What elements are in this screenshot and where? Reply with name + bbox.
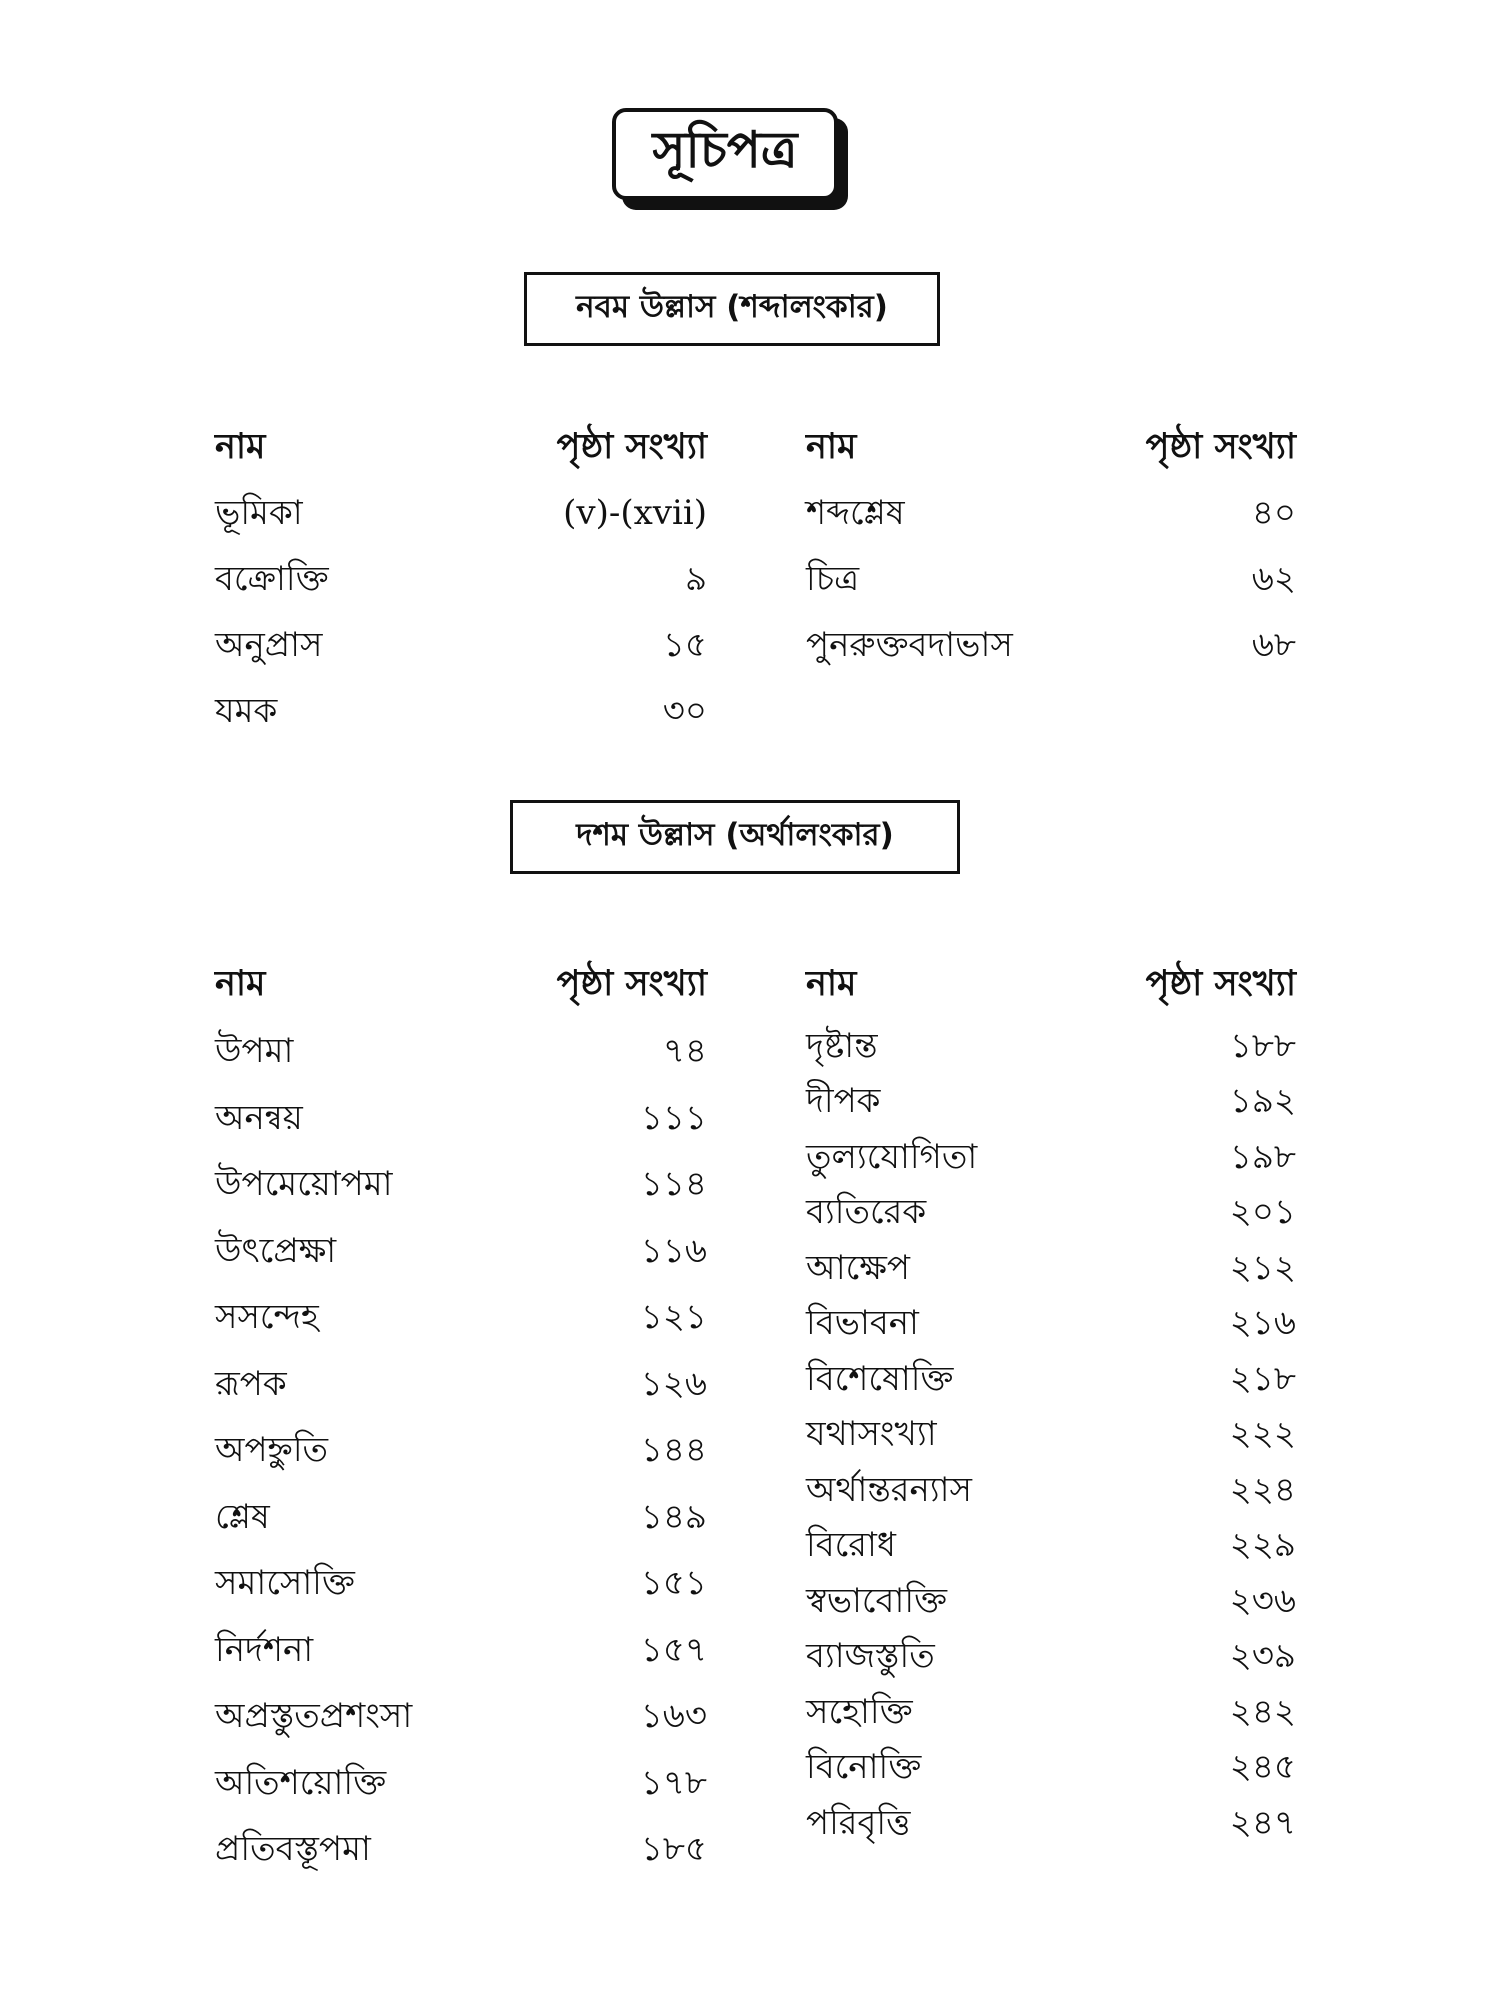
entry-name: প্রতিবস্তূপমা bbox=[215, 1829, 371, 1870]
entry-page: ১৯২ bbox=[1229, 1081, 1296, 1122]
toc-entry[interactable] bbox=[806, 1629, 1296, 1685]
entry-name: তুল্যযোগিতা bbox=[806, 1136, 978, 1177]
column-header bbox=[215, 414, 707, 480]
entry-name: উপমেয়োপমা bbox=[215, 1164, 393, 1205]
entry-name: পরিবৃত্তি bbox=[806, 1802, 911, 1843]
toc-entry[interactable] bbox=[806, 1462, 1296, 1518]
entry-name: বিরোধ bbox=[806, 1525, 896, 1566]
entry-name: অনন্বয় bbox=[215, 1097, 303, 1138]
entry-name: শ্লেষ bbox=[215, 1496, 270, 1537]
entry-name: উপমা bbox=[215, 1031, 294, 1072]
toc-entry[interactable] bbox=[806, 1351, 1296, 1407]
toc-entry[interactable] bbox=[215, 1085, 707, 1152]
name-header: নাম bbox=[806, 964, 857, 1004]
entry-page: ১৪৯ bbox=[640, 1496, 707, 1537]
toc-entry[interactable] bbox=[806, 1074, 1296, 1130]
page-header: পৃষ্ঠা সংখ্যা bbox=[1145, 964, 1296, 1004]
toc-entry[interactable] bbox=[215, 1683, 707, 1750]
entry-name: ব্যতিরেক bbox=[806, 1192, 927, 1233]
toc-entry[interactable] bbox=[806, 1518, 1296, 1574]
toc-entry[interactable] bbox=[215, 546, 707, 612]
toc-entry[interactable] bbox=[215, 1284, 707, 1351]
entry-page: (v)-(xvii) bbox=[563, 493, 707, 533]
toc-entry[interactable] bbox=[215, 678, 707, 744]
entry-page: ২২৪ bbox=[1229, 1469, 1296, 1510]
toc-entry[interactable] bbox=[215, 1018, 707, 1085]
entry-name: অপহ্নুতি bbox=[215, 1430, 329, 1471]
column-header bbox=[806, 950, 1296, 1018]
entry-name: যমক bbox=[215, 691, 278, 731]
entry-name: অনুপ্রাস bbox=[215, 625, 323, 665]
toc-entry[interactable] bbox=[806, 1296, 1296, 1352]
section-heading-arthalankar: দশম উল্লাস (অর্থালংকার) bbox=[510, 800, 960, 874]
toc-entry[interactable] bbox=[806, 612, 1296, 678]
entry-page: ৯ bbox=[684, 559, 707, 599]
toc-entry[interactable] bbox=[215, 1417, 707, 1484]
entry-page: ৬২ bbox=[1251, 559, 1296, 599]
entry-page: ২২২ bbox=[1229, 1414, 1296, 1455]
entry-name: ভূমিকা bbox=[215, 493, 303, 533]
entry-page: ২৪২ bbox=[1229, 1691, 1296, 1732]
entry-page: ২৩৯ bbox=[1229, 1636, 1296, 1677]
entry-name: স্বভাবোক্তি bbox=[806, 1580, 948, 1621]
entry-name: বিনোক্তি bbox=[806, 1747, 922, 1788]
entry-name: ব্যাজস্তুতি bbox=[806, 1636, 935, 1677]
entry-page: ২১৮ bbox=[1229, 1358, 1296, 1399]
page-header: পৃষ্ঠা সংখ্যা bbox=[556, 427, 707, 467]
entry-name: বিশেষোক্তি bbox=[806, 1358, 954, 1399]
toc-entry[interactable] bbox=[806, 1129, 1296, 1185]
toc-entry[interactable] bbox=[806, 1185, 1296, 1241]
entry-page: ১১৪ bbox=[640, 1164, 707, 1205]
entry-page: ১৫ bbox=[662, 625, 707, 665]
name-header: নাম bbox=[806, 427, 857, 467]
toc-entry[interactable] bbox=[215, 612, 707, 678]
toc-entry[interactable] bbox=[806, 1573, 1296, 1629]
entry-name: বিভাবনা bbox=[806, 1303, 919, 1344]
entry-page: ১২৬ bbox=[640, 1363, 707, 1404]
toc-entry[interactable] bbox=[215, 1151, 707, 1218]
entry-page: ১৪৪ bbox=[640, 1430, 707, 1471]
entry-page: ৪০ bbox=[1251, 493, 1296, 533]
toc-entry[interactable] bbox=[215, 1750, 707, 1817]
entry-name: বক্রোক্তি bbox=[215, 559, 329, 599]
entry-name: সহোক্তি bbox=[806, 1691, 913, 1732]
entry-page: ১২১ bbox=[640, 1297, 707, 1338]
entry-page: ১৫৭ bbox=[640, 1629, 707, 1670]
page-title: সূচিপত্র bbox=[612, 108, 838, 200]
entry-name: অর্থান্তরন্যাস bbox=[806, 1469, 972, 1510]
entry-name: নির্দশনা bbox=[215, 1629, 314, 1670]
toc-entry[interactable] bbox=[806, 1407, 1296, 1463]
entry-page: ২২৯ bbox=[1229, 1525, 1296, 1566]
toc-entry[interactable] bbox=[806, 546, 1296, 612]
entry-page: ২৪৫ bbox=[1229, 1747, 1296, 1788]
entry-name: অপ্রস্তুতপ্রশংসা bbox=[215, 1696, 413, 1737]
toc-entry[interactable] bbox=[806, 1018, 1296, 1074]
entry-page: ৩০ bbox=[662, 691, 707, 731]
name-header: নাম bbox=[215, 427, 266, 467]
toc-entry[interactable] bbox=[806, 1684, 1296, 1740]
toc-entry[interactable] bbox=[806, 1240, 1296, 1296]
entry-page: ১৬৩ bbox=[640, 1696, 707, 1737]
entry-page: ১১৬ bbox=[640, 1230, 707, 1271]
entry-page: ২১২ bbox=[1229, 1247, 1296, 1288]
name-header: নাম bbox=[215, 964, 266, 1004]
entry-name: পুনরুক্তবদাভাস bbox=[806, 625, 1013, 665]
toc-entry[interactable] bbox=[215, 1484, 707, 1551]
toc-entry[interactable] bbox=[215, 1617, 707, 1684]
section2-left-column bbox=[215, 950, 707, 1883]
entry-page: ১৯৮ bbox=[1229, 1136, 1296, 1177]
entry-name: চিত্র bbox=[806, 559, 860, 599]
toc-entry[interactable] bbox=[215, 1351, 707, 1418]
entry-name: যথাসংখ্যা bbox=[806, 1414, 937, 1455]
entry-page: ১৫১ bbox=[640, 1563, 707, 1604]
toc-entry[interactable] bbox=[215, 1218, 707, 1285]
entry-name: সসন্দেহ bbox=[215, 1297, 319, 1338]
entry-name: অতিশয়োক্তি bbox=[215, 1762, 387, 1803]
entry-page: ৬৮ bbox=[1251, 625, 1296, 665]
entry-page: ২১৬ bbox=[1229, 1303, 1296, 1344]
toc-entry[interactable] bbox=[215, 1816, 707, 1883]
entry-name: উৎপ্রেক্ষা bbox=[215, 1230, 337, 1271]
entry-name: দৃষ্টান্ত bbox=[806, 1025, 878, 1066]
entry-page: ২৩৬ bbox=[1229, 1580, 1296, 1621]
page-header: পৃষ্ঠা সংখ্যা bbox=[556, 964, 707, 1004]
entry-page: ৭৪ bbox=[662, 1031, 707, 1072]
toc-entry[interactable] bbox=[215, 480, 707, 546]
section-heading-shabdalankar: নবম উল্লাস (শব্দালংকার) bbox=[524, 272, 940, 346]
entry-page: ২০১ bbox=[1229, 1192, 1296, 1233]
section1-right-column bbox=[806, 414, 1296, 678]
toc-entry[interactable] bbox=[806, 1795, 1296, 1851]
entry-name: শব্দশ্লেষ bbox=[806, 493, 905, 533]
entry-name: আক্ষেপ bbox=[806, 1247, 910, 1288]
section2-right-column bbox=[806, 950, 1296, 1851]
section1-left-column bbox=[215, 414, 707, 744]
entry-page: ১৭৮ bbox=[640, 1762, 707, 1803]
toc-entry[interactable] bbox=[806, 480, 1296, 546]
entry-name: সমাসোক্তি bbox=[215, 1563, 355, 1604]
column-header bbox=[806, 414, 1296, 480]
entry-name: দীপক bbox=[806, 1081, 881, 1122]
toc-entry[interactable] bbox=[215, 1550, 707, 1617]
entry-page: ১৮৮ bbox=[1229, 1025, 1296, 1066]
entry-name: রূপক bbox=[215, 1363, 287, 1404]
entry-page: ১৮৫ bbox=[640, 1829, 707, 1870]
column-header bbox=[215, 950, 707, 1018]
entry-page: ১১১ bbox=[640, 1097, 707, 1138]
page-header: পৃষ্ঠা সংখ্যা bbox=[1145, 427, 1296, 467]
toc-entry[interactable] bbox=[806, 1740, 1296, 1796]
entry-page: ২৪৭ bbox=[1229, 1802, 1296, 1843]
